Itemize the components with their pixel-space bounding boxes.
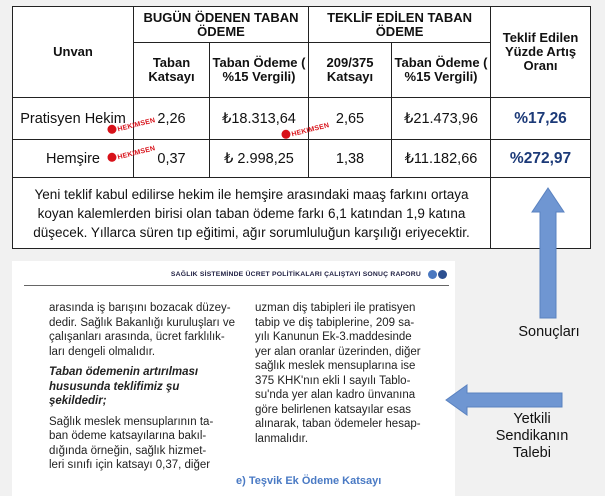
cell-yeni-odeme: ₺21.473,96	[392, 98, 491, 140]
header-taban-odeme: Taban Ödeme ( %15 Vergili)	[210, 43, 309, 98]
cell-unvan: Pratisyen Hekim	[13, 98, 134, 140]
text-line: dedir. Sağlık Bakanlığı kuruluşları ve	[49, 316, 236, 329]
results-label: Sonuçları	[518, 324, 580, 340]
cell-yeni-katsayi: 2,65	[309, 98, 392, 140]
text-line: arasında iş barışını bozacak düzey-	[49, 302, 231, 314]
cell-yeni-odeme: ₺11.182,66	[392, 140, 491, 178]
header-taban-katsayi: Taban Katsayı	[134, 43, 210, 98]
text-line: şekildedir;	[49, 395, 107, 407]
text-line: yılı Kanunun Ek-3.maddesinde	[255, 331, 412, 343]
request-label-line: Talebi	[513, 445, 551, 461]
text-line: uzman diş tabipleri ile pratisyen	[255, 302, 416, 314]
hekimsen-watermark: HEKIMSEN	[281, 119, 331, 140]
request-label-line: Sendikanın	[495, 428, 569, 444]
header-yeni-katsayi: 209/375 Katsayı	[309, 43, 392, 98]
cell-artis: %17,26	[491, 98, 591, 140]
text-line: su'nda yer alan kadro ünvanına	[255, 389, 416, 401]
text-line: ları dengeli olmalıdır.	[49, 345, 156, 358]
report-section-heading: e) Teşvik Ek Ödeme Katsayı	[236, 475, 382, 487]
cell-odeme: ₺18.313,64	[210, 98, 309, 140]
request-label-line: Yetkili	[513, 411, 551, 427]
header-unvan: Unvan	[13, 7, 134, 98]
text-line: tabip ve diş tabiplerine, 209 sa-	[255, 316, 415, 329]
text-line: lanmalıdır.	[255, 432, 309, 445]
header-yuzde-artis: Teklif Edilen Yüzde Artış Oranı	[491, 7, 591, 98]
header-bugun-odenen: BUGÜN ÖDENEN TABAN ÖDEME	[134, 7, 309, 43]
cell-katsayi: 0,37	[134, 140, 210, 178]
report-title: SAĞLIK SİSTEMİNDE ÜCRET POLİTİKALARI ÇALIŞTAYI SONUÇ RAPORU	[170, 271, 421, 278]
note-text: Yeni teklif kabul edilirse hekim ile hemşire arasındaki maaş farkını ortaya koyan kalemlerden birisi olan taban ödeme farkı 6,1 katından 1,9 katına düşecek. Yıllarca süren tıp eğitimi, ağır sorumluluğun karşılığı eriyecektir.	[13, 178, 491, 249]
text-line: göre belirlenen katsayılar esas	[255, 403, 411, 416]
request-label	[490, 411, 574, 462]
text-line: çalışanları arasında, ücret farklılık-	[49, 331, 225, 343]
cell-odeme: ₺ 2.998,25	[210, 140, 309, 178]
hekimsen-watermark: HEKIMSEN	[107, 114, 157, 135]
cell-artis: %272,97	[491, 140, 591, 178]
header-yeni-taban-odeme: Taban Ödeme ( %15 Vergili)	[392, 43, 491, 98]
text-line: ban ödeme katsayılarına bakıl-	[49, 430, 207, 442]
header-teklif-edilen: TEKLİF EDİLEN TABAN ÖDEME	[309, 7, 491, 43]
text-line: dığında örneğin, sağlık hizmet-	[49, 444, 207, 457]
text-line: hususunda teklifimiz şu	[49, 380, 180, 393]
text-line: yer alan oranlar üzerinden, diğer	[255, 345, 421, 358]
text-line: alınarak, taban ödemeler hesap-	[255, 418, 421, 430]
text-line: Sağlık meslek mensuplarının ta-	[49, 415, 214, 428]
up-arrow-icon	[532, 188, 564, 318]
text-line: leri sınıfı için katsayı 0,37, diğer	[49, 459, 211, 471]
text-line: sağlık meslek mensuplarına ise	[255, 360, 416, 372]
cell-unvan: Hemşire	[13, 140, 134, 178]
text-line: Taban ödemenin artırılması	[49, 366, 199, 378]
hekimsen-watermark: HEKIMSEN	[107, 142, 157, 163]
cell-katsayi: 2,26	[134, 98, 210, 140]
text-line: 375 KHK'nın ekli I sayılı Tablo-	[255, 374, 411, 387]
cell-yeni-katsayi: 1,38	[309, 140, 392, 178]
